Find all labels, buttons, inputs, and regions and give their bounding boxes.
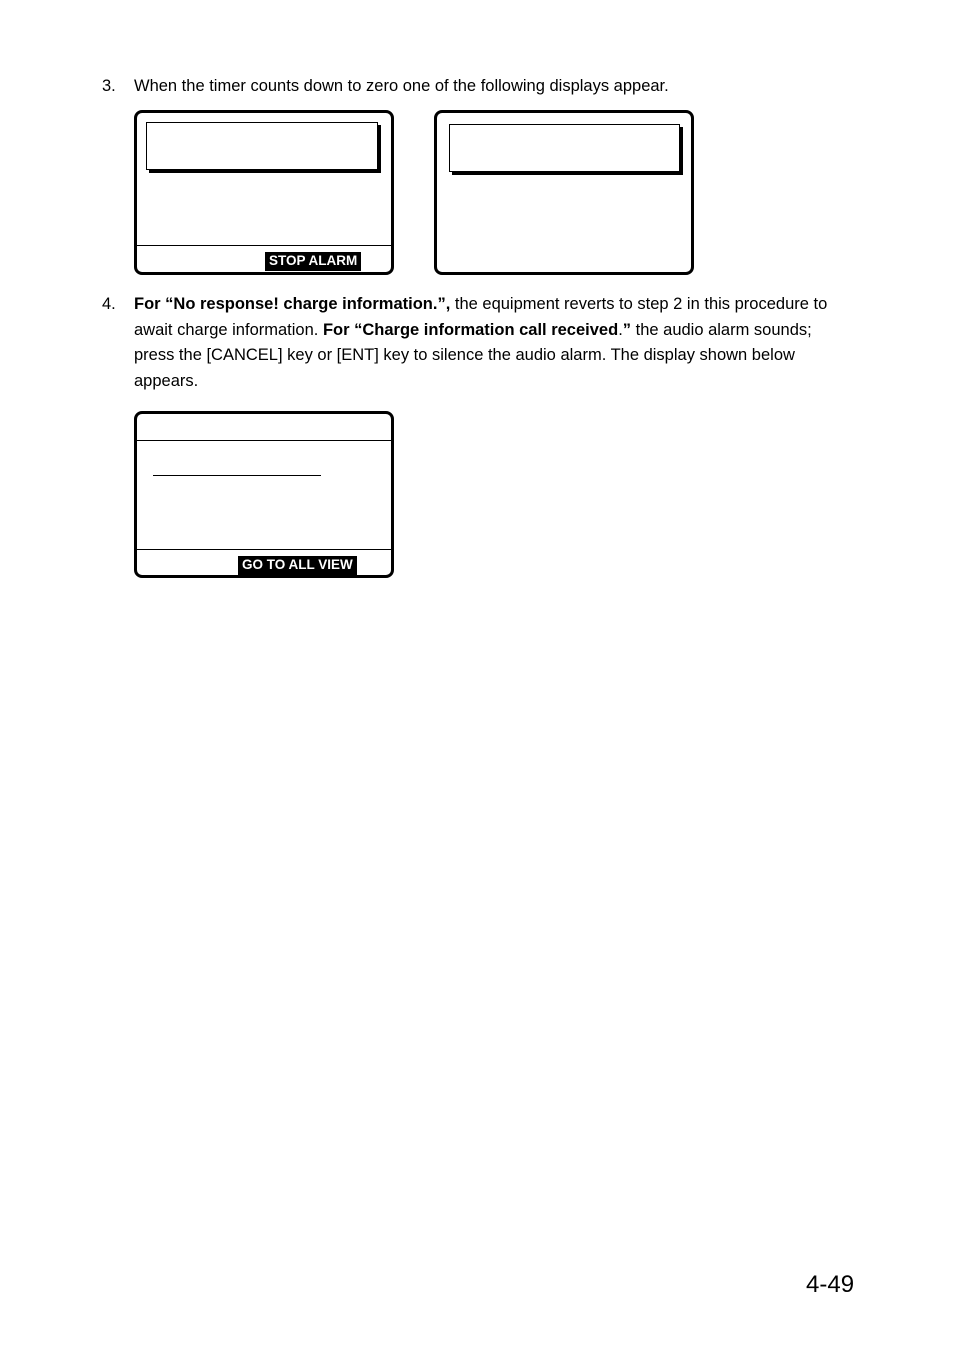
go-to-all-view-button[interactable]: GO TO ALL VIEW xyxy=(238,556,357,575)
body-text: the equipment reverts to step 2 in this procedure to await charge information. xyxy=(134,295,828,339)
step-text xyxy=(134,292,856,394)
stop-alarm-button[interactable]: STOP ALARM xyxy=(265,252,361,271)
message-box xyxy=(146,122,378,170)
divider xyxy=(137,549,391,550)
divider xyxy=(137,245,391,246)
bold-phrase: For “Charge information call received xyxy=(322,320,619,339)
charge-info-display-screen xyxy=(134,411,394,578)
step-text: When the timer counts down to zero one of the following displays appear. xyxy=(134,77,669,95)
step-number: 4. xyxy=(102,295,116,313)
divider xyxy=(137,440,391,441)
page-number: 4-49 xyxy=(806,1271,855,1298)
message-box xyxy=(449,124,680,172)
body-text: the audio alarm sounds; press the [CANCEL] key or [ENT] key to silence the audio alarm. The display shown below appears. xyxy=(134,320,812,390)
bold-phrase: ” xyxy=(622,320,632,339)
alarm-display-screen xyxy=(134,110,394,275)
step-number: 3. xyxy=(102,77,116,95)
bold-phrase: For “No response! charge information.”, xyxy=(134,295,451,313)
body-text: . xyxy=(618,320,623,339)
underline xyxy=(153,475,321,476)
no-response-display-screen xyxy=(434,110,694,275)
